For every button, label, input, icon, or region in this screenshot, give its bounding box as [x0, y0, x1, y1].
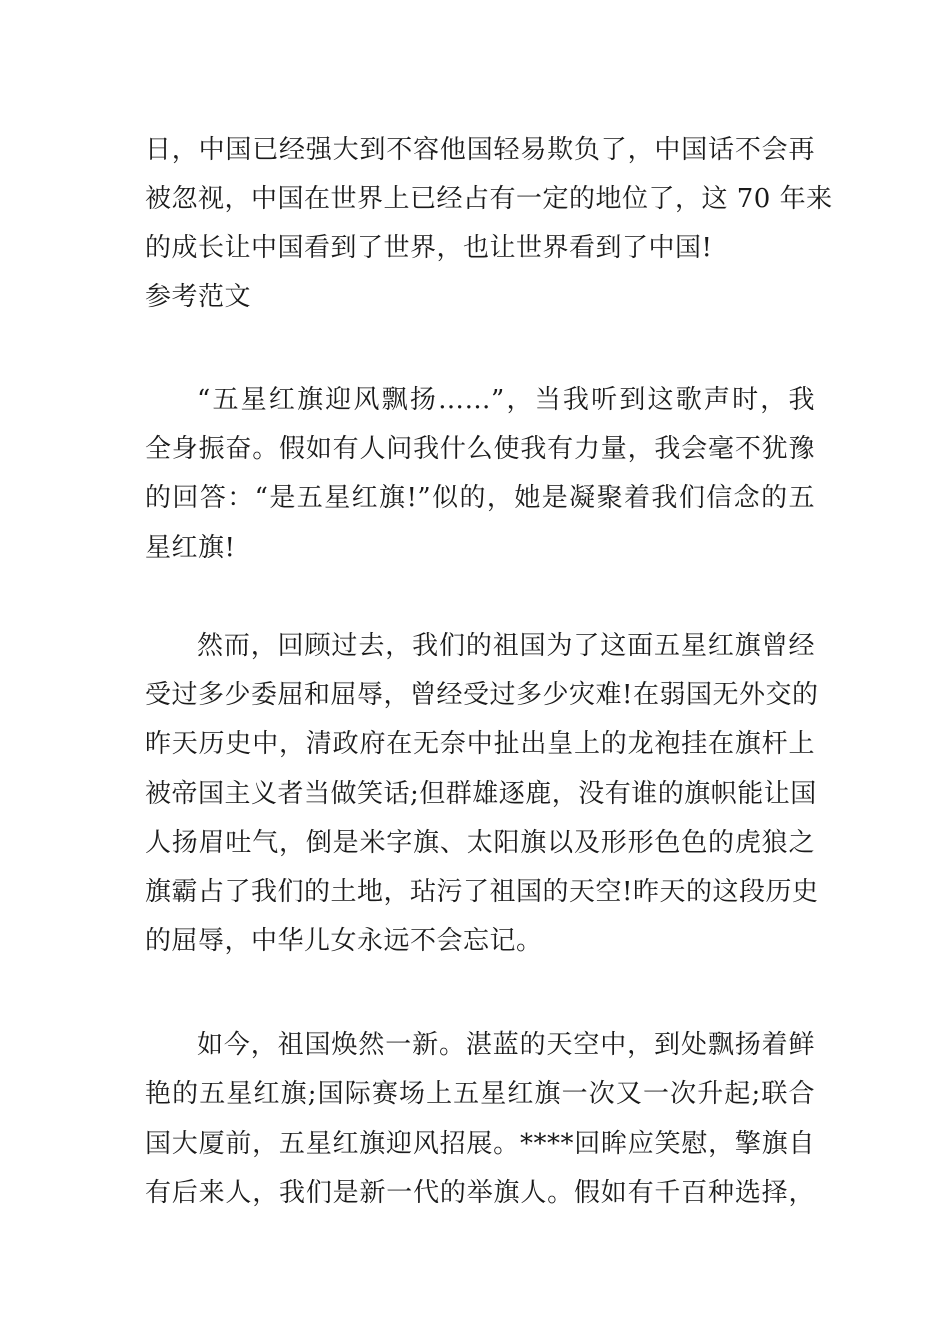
paragraph2-line-5: 人扬眉吐气，倒是米字旗、太阳旗以及形形色色的虎狼之	[145, 828, 815, 858]
paragraph1-line-3: 的回答：“是五星红旗!”似的，她是凝聚着我们信念的五	[145, 483, 815, 513]
intro-line-1: 日，中国已经强大到不容他国轻易欺负了，中国话不会再	[145, 135, 815, 165]
paragraph2-line-4: 被帝国主义者当做笑话;但群雄逐鹿，没有谁的旗帜能让国	[145, 779, 817, 809]
paragraph3-line-4: 有后来人，我们是新一代的举旗人。假如有千百种选择，	[145, 1178, 815, 1208]
paragraph1-line-4: 星红旗!	[145, 533, 236, 563]
paragraph2-line-1: 然而，回顾过去，我们的祖国为了这面五星红旗曾经	[197, 631, 815, 661]
section-heading: 参考范文	[145, 282, 252, 312]
paragraph2-line-7: 的屈辱，中华儿女永远不会忘记。	[145, 926, 543, 956]
paragraph1-line-1: “五星红旗迎风飘扬……”，当我听到这歌声时，我	[197, 385, 815, 415]
paragraph3-line-3: 国大厦前，五星红旗迎风招展。****回眸应笑慰，擎旗自	[145, 1129, 815, 1159]
paragraph1-line-2: 全身振奋。假如有人问我什么使我有力量，我会毫不犹豫	[145, 434, 815, 464]
paragraph2-line-2: 受过多少委屈和屈辱，曾经受过多少灾难!在弱国无外交的	[145, 680, 819, 710]
paragraph3-line-2: 艳的五星红旗;国际赛场上五星红旗一次又一次升起;联合	[145, 1079, 815, 1109]
paragraph2-line-6: 旗霸占了我们的土地，玷污了祖国的天空!昨天的这段历史	[145, 877, 819, 907]
intro-line-2: 被忽视，中国在世界上已经占有一定的地位了，这 70 年来	[145, 184, 833, 214]
paragraph2-line-3: 昨天历史中，清政府在无奈中扯出皇上的龙袍挂在旗杆上	[145, 729, 815, 759]
paragraph3-line-1: 如今，祖国焕然一新。湛蓝的天空中，到处飘扬着鲜	[197, 1030, 815, 1060]
intro-line-3: 的成长让中国看到了世界，也让世界看到了中国!	[145, 233, 713, 263]
